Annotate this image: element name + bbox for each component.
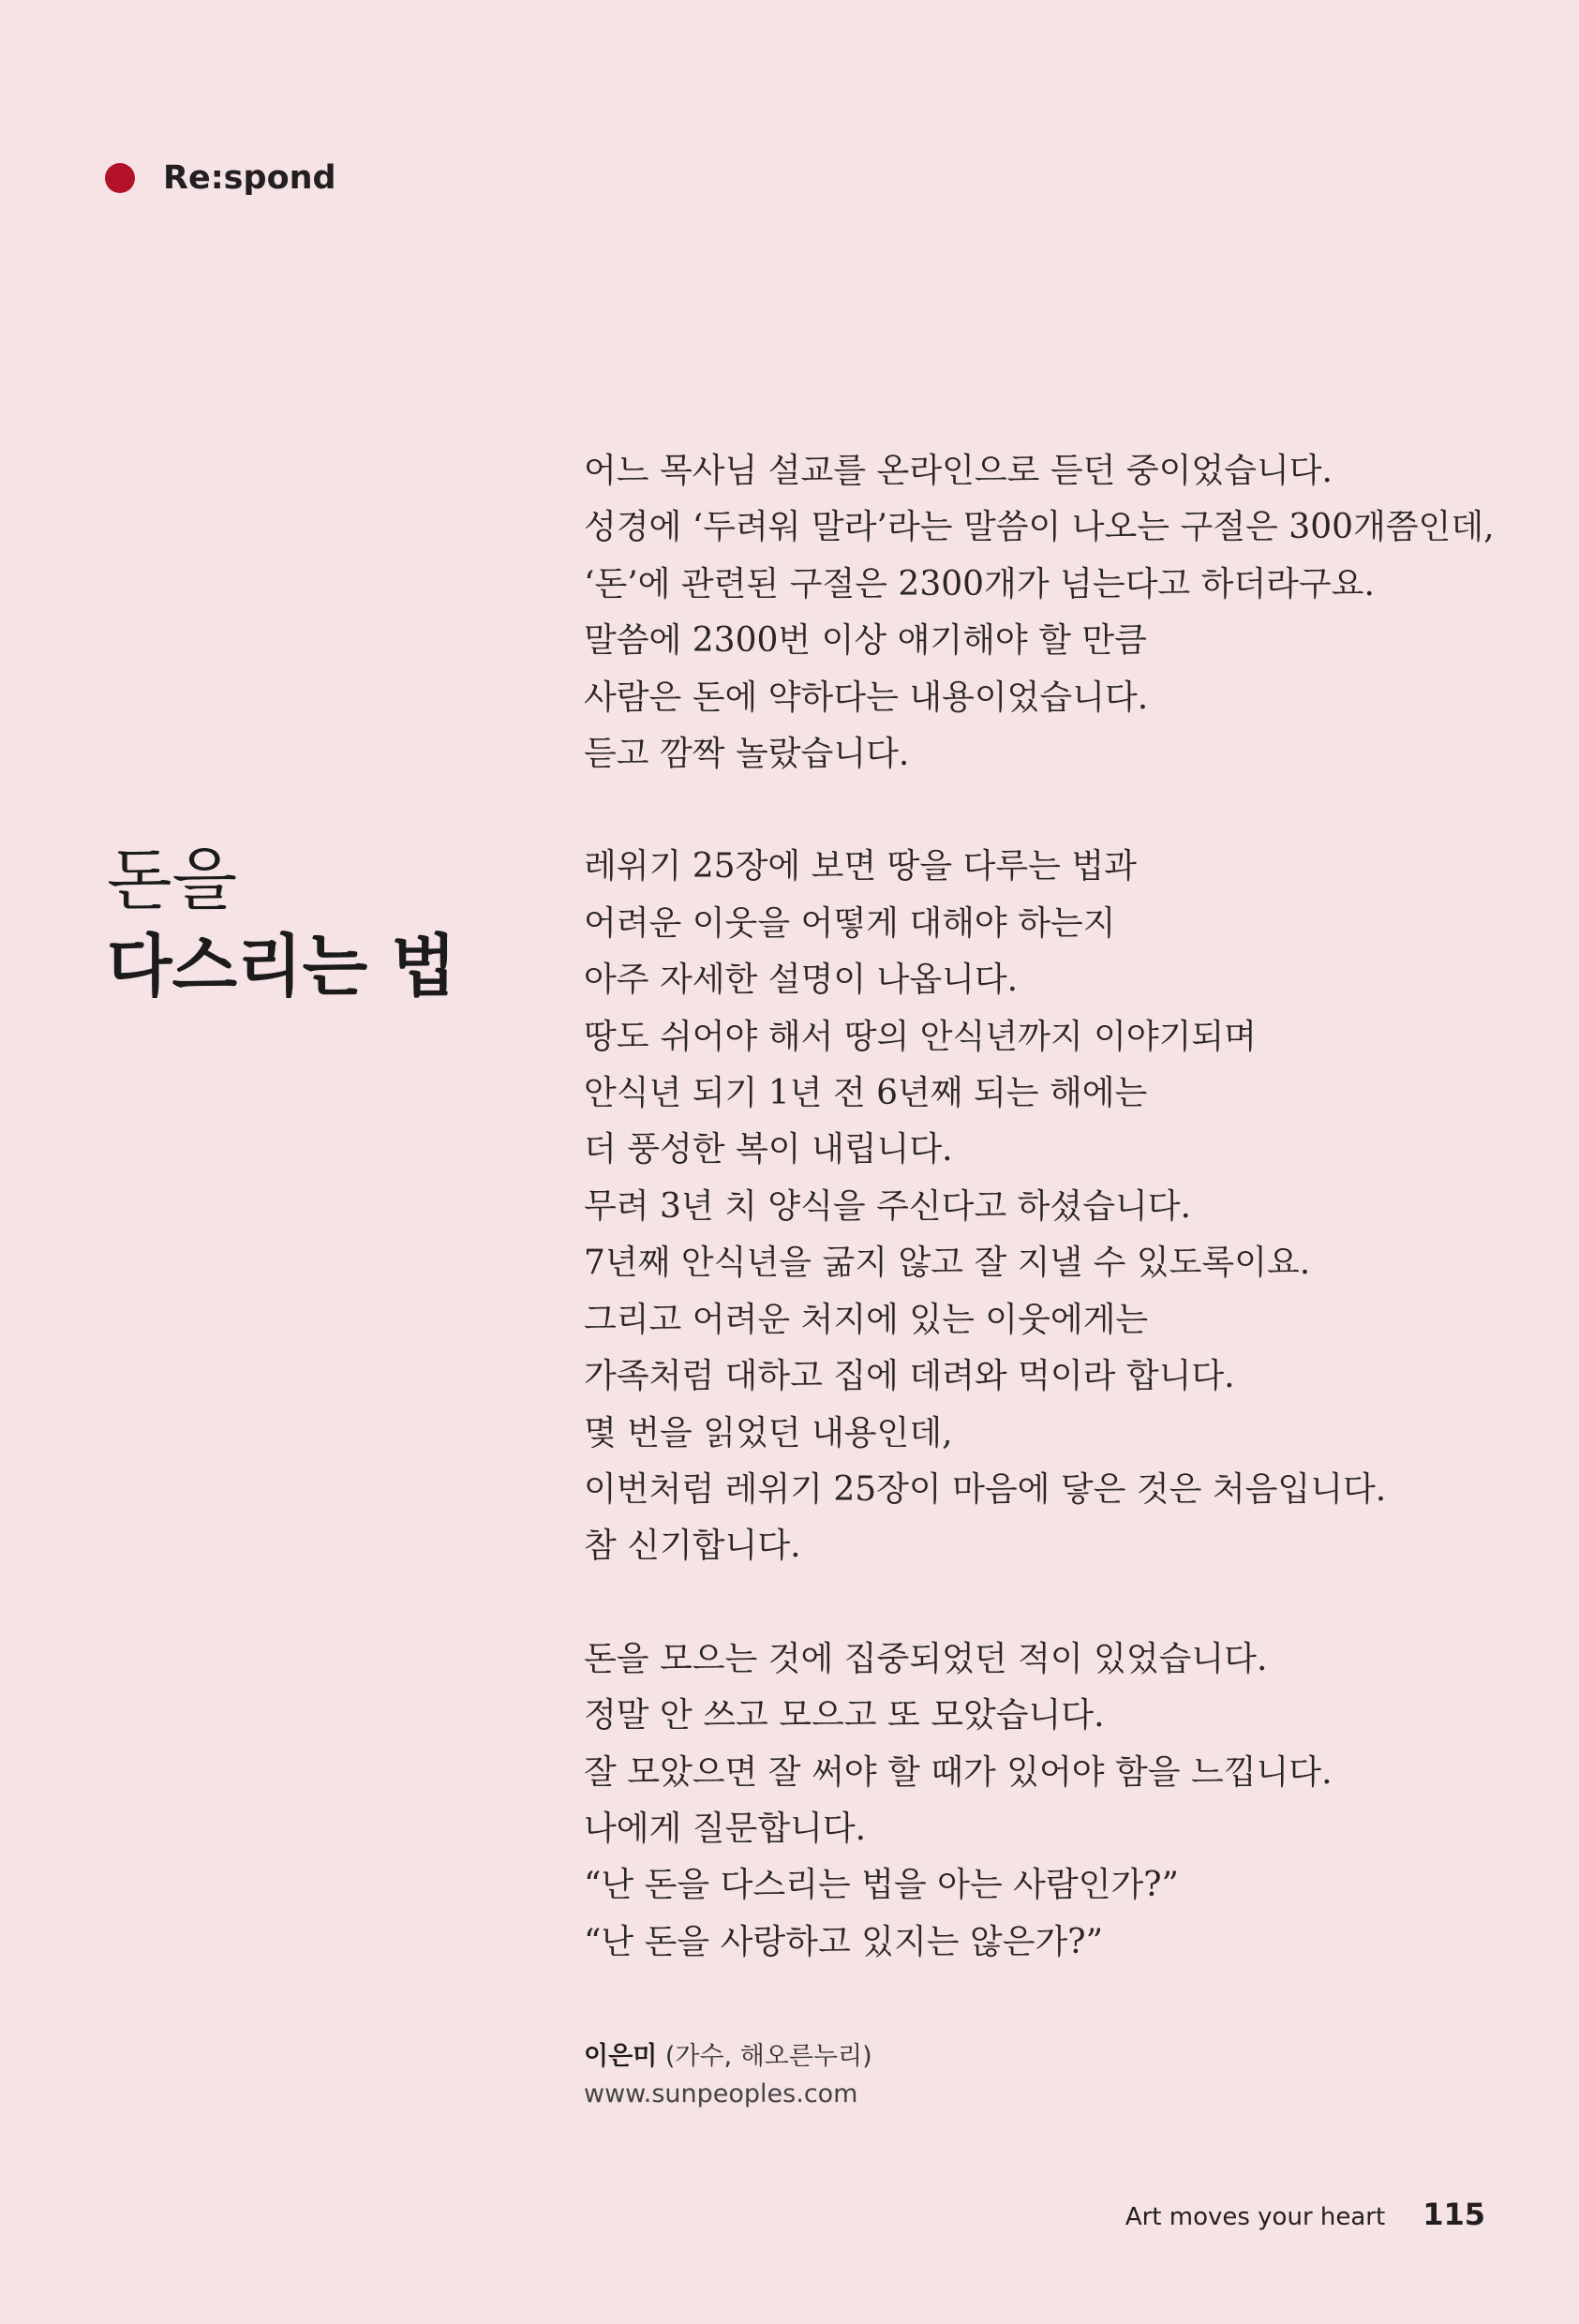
article-body — [584, 443, 1521, 2027]
body-line: 가족처럼 대하고 집에 데려와 먹이라 합니다. — [584, 1357, 1235, 1396]
body-line: 말씀에 2300번 이상 얘기해야 할 만큼 — [584, 621, 1147, 661]
body-line: “난 돈을 사랑하고 있지는 않은가?” — [584, 1922, 1103, 1961]
article-title — [107, 837, 456, 1009]
body-line: 어려운 이웃을 어떻게 대해야 하는지 — [584, 903, 1116, 943]
red-dot-icon — [105, 163, 135, 193]
body-line: 돈을 모으는 것에 집중되었던 적이 있었습니다. — [584, 1639, 1268, 1678]
body-line: 성경에 ‘두려워 말라’라는 말씀이 나오는 구절은 300개쯤인데, — [584, 508, 1495, 547]
footer-tagline: Art moves your heart — [1125, 2203, 1386, 2231]
body-line: 레위기 25장에 보면 땅을 다루는 법과 — [584, 847, 1137, 886]
body-line: 아주 자세한 설명이 나옵니다. — [584, 961, 1019, 1000]
title-line-2: 다스리는 법 — [107, 927, 456, 1006]
body-line: 사람은 돈에 약하다는 내용이었습니다. — [584, 678, 1149, 717]
body-line: 더 풍성한 복이 내립니다. — [584, 1130, 953, 1169]
body-line: 잘 모았으면 잘 써야 할 때가 있어야 함을 느낍니다. — [584, 1752, 1333, 1792]
author-role: (가수, 해오른누리) — [664, 2042, 872, 2071]
body-line: 몇 번을 읽었던 내용인데, — [584, 1413, 953, 1452]
body-line: ‘돈’에 관련된 구절은 2300개가 넘는다고 하더라구요. — [584, 564, 1375, 603]
body-line: 정말 안 쓰고 모으고 또 모았습니다. — [584, 1696, 1105, 1736]
author-credit — [584, 2038, 872, 2113]
body-line: 듣고 깜짝 놀랐습니다. — [584, 735, 910, 774]
body-line: 나에게 질문합니다. — [584, 1809, 867, 1848]
body-line: 땅도 쉬어야 해서 땅의 안식년까지 이야기되며 — [584, 1017, 1257, 1056]
section-label: Re:spond — [163, 159, 336, 197]
body-line: 어느 목사님 설교를 온라인으로 듣던 중이었습니다. — [584, 452, 1333, 490]
body-line: 이번처럼 레위기 25장이 마음에 닿은 것은 처음입니다. — [584, 1469, 1387, 1509]
body-line: “난 돈을 다스리는 법을 아는 사람인가?” — [584, 1866, 1179, 1905]
section-tag — [105, 159, 336, 197]
author-name: 이은미 — [584, 2042, 658, 2071]
paragraph-3 — [584, 1631, 1521, 1971]
paragraph-1 — [584, 443, 1521, 782]
body-line: 참 신기합니다. — [584, 1527, 801, 1566]
body-line: 7년째 안식년을 굶지 않고 잘 지낼 수 있도록이요. — [584, 1244, 1311, 1283]
body-line: 그리고 어려운 처지에 있는 이웃에게는 — [584, 1300, 1149, 1339]
paragraph-2 — [584, 839, 1521, 1574]
body-line: 무려 3년 치 양식을 주신다고 하셨습니다. — [584, 1186, 1191, 1226]
author-url: www.sunpeoples.com — [584, 2079, 858, 2108]
body-line: 안식년 되기 1년 전 6년째 되는 해에는 — [584, 1074, 1148, 1113]
page-footer — [1125, 2197, 1485, 2232]
page-number: 115 — [1423, 2197, 1485, 2232]
title-line-1: 돈을 — [107, 841, 238, 919]
